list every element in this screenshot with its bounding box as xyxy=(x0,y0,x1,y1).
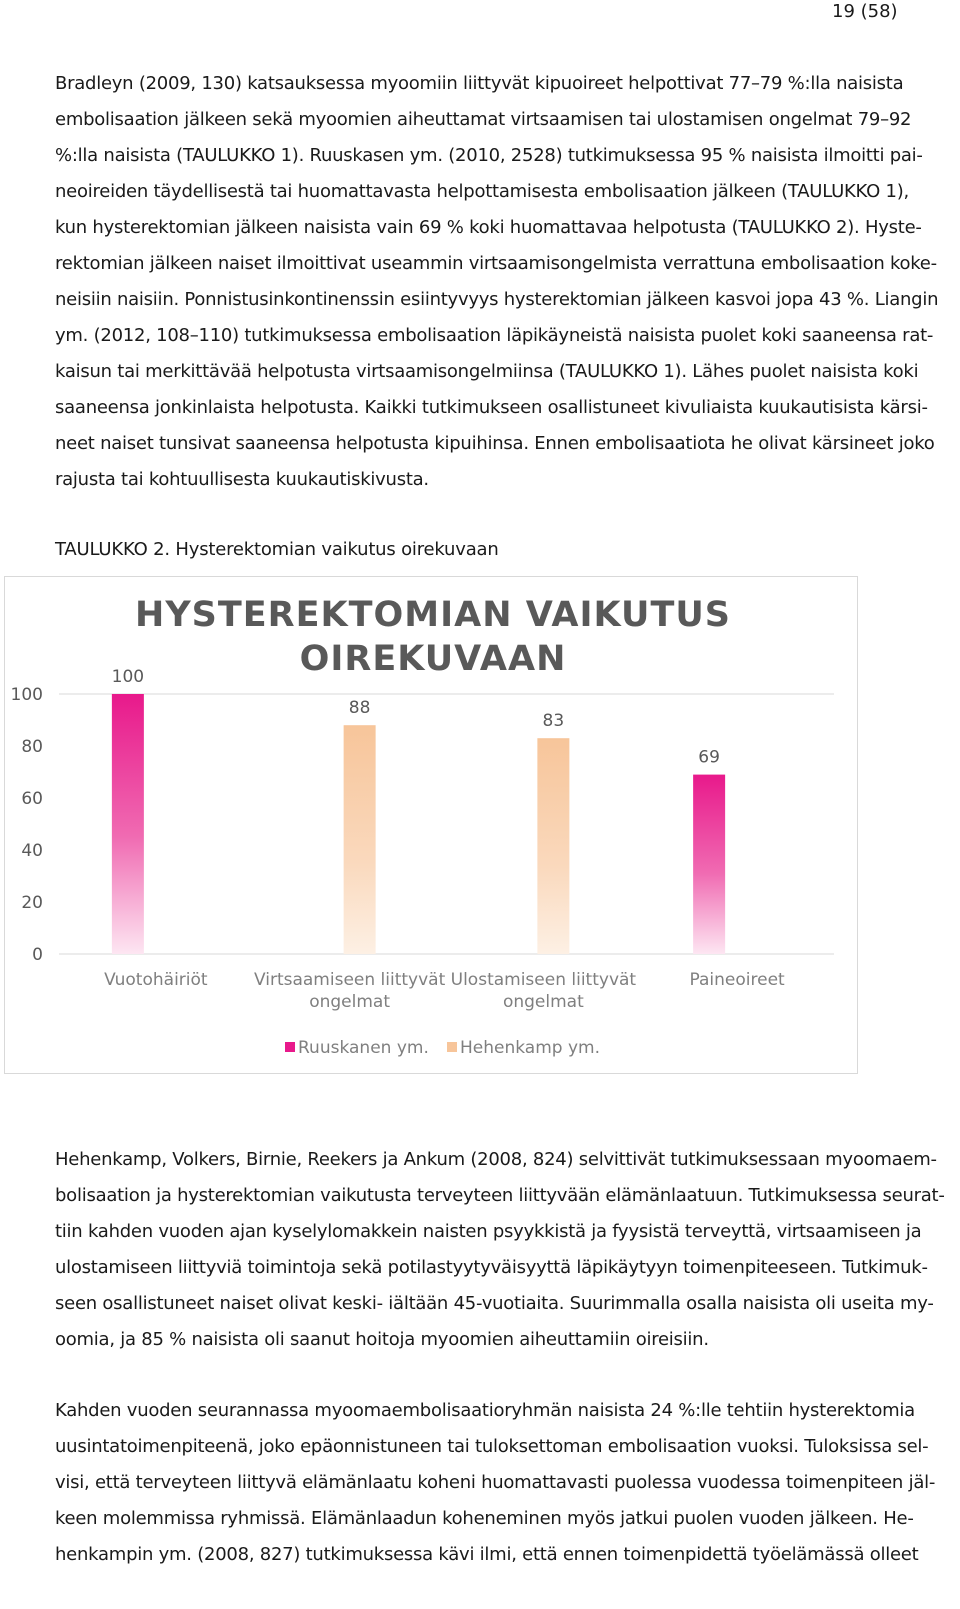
paragraph-line: Kahden vuoden seurannassa myoomaembolisaatioryhmän naisista 24 %:lle tehtiin hysterektomia xyxy=(55,1400,915,1421)
legend-swatch xyxy=(285,1042,295,1052)
paragraph-3 xyxy=(55,1393,935,1573)
y-tick-label: 60 xyxy=(21,789,43,809)
y-tick-label: 40 xyxy=(21,841,43,861)
paragraph-line: kaisun tai merkittävää helpotusta virtsaamisongelmiinsa (TAULUKKO 1). Lähes puolet naisista koki xyxy=(55,361,919,382)
x-category-label: ongelmat xyxy=(502,992,584,1012)
chart-svg xyxy=(1,1,960,1609)
paragraph-line: Bradleyn (2009, 130) katsauksessa myoomiin liittyvät kipuoireet helpottivat 77–79 %:lla naisista xyxy=(55,73,904,94)
y-tick-label: 20 xyxy=(21,893,43,913)
paragraph-line: ym. (2012, 108–110) tutkimuksessa embolisaation läpikäyneistä naisista puolet koki saaneensa rat- xyxy=(55,325,934,346)
bar-ruuskanen xyxy=(112,694,144,954)
y-tick-label: 100 xyxy=(10,685,43,705)
paragraph-line: saaneensa jonkinlaista helpotusta. Kaikki tutkimukseen osallistuneet kivuliaista kuukautisista kärsi- xyxy=(55,397,928,418)
table-caption: TAULUKKO 2. Hysterektomian vaikutus oirekuvaan xyxy=(55,539,499,560)
x-category-label: Paineoireet xyxy=(689,970,785,990)
paragraph-line: keen molemmissa ryhmissä. Elämänlaadun koheneminen myös jatkui puolen vuoden jälkeen. He- xyxy=(55,1508,914,1529)
x-category-label: Ulostamiseen liittyvät xyxy=(450,970,637,990)
y-tick-label: 80 xyxy=(21,737,43,757)
legend-label: Hehenkamp ym. xyxy=(460,1038,600,1058)
paragraph-line: neoireiden täydellisestä tai huomattavasta helpottamisesta embolisaation jälkeen (TAULUKKO 1), xyxy=(55,181,909,202)
paragraph-line: henkampin ym. (2008, 827) tutkimuksessa kävi ilmi, että ennen toimenpidettä työelämässä olleet xyxy=(55,1544,919,1565)
paragraph-line: Hehenkamp, Volkers, Birnie, Reekers ja Ankum (2008, 824) selvittivät tutkimuksessaan myoomaem- xyxy=(55,1149,937,1170)
legend-label: Ruuskanen ym. xyxy=(298,1038,429,1058)
paragraph-line: visi, että terveyteen liittyvä elämänlaatu koheni huomattavasti puolessa vuodessa toimenpiteen jäl- xyxy=(55,1472,936,1493)
data-label: 69 xyxy=(698,747,720,768)
paragraph-line: uusintatoimenpiteenä, joko epäonnistuneen tai tuloksettoman embolisaation vuoksi. Tuloksissa sel- xyxy=(55,1436,929,1457)
bar-hehenkamp xyxy=(344,725,376,954)
paragraph-line: neet naiset tunsivat saaneensa helpotusta kipuihinsa. Ennen embolisaatiota he olivat kärsineet joko xyxy=(55,433,935,454)
data-label: 100 xyxy=(111,667,145,687)
paragraph-line: kun hysterektomian jälkeen naisista vain 69 % koki huomattavaa helpotusta (TAULUKKO 2). Hyste- xyxy=(55,217,922,238)
paragraph-line: rektomian jälkeen naiset ilmoittivat useammin virtsaamisongelmista verrattuna embolisaation koke- xyxy=(55,253,937,274)
data-label: 88 xyxy=(348,698,371,719)
paragraph-line: tiin kahden vuoden ajan kyselylomakkein naisten psyykkistä ja fyysistä terveyttä, virtsaamiseen ja xyxy=(55,1221,922,1242)
data-label: 83 xyxy=(542,711,565,732)
paragraph-line: embolisaation jälkeen sekä myoomien aiheuttamat virtsaamisen tai ulostamisen ongelmat 79–92 xyxy=(55,109,912,130)
chart-title-line: OIREKUVAAN xyxy=(299,639,567,679)
paragraph-line: oomia, ja 85 % naisista oli saanut hoitoja myoomien aiheuttamiin oireisiin. xyxy=(55,1329,709,1350)
paragraph-line: neisiin naisiin. Ponnistusinkontinenssin esiintyvyys hysterektomian jälkeen kasvoi jopa 43 %. Liangin xyxy=(55,289,939,310)
paragraph-line: bolisaation ja hysterektomian vaikutusta terveyteen liittyvään elämänlaatuun. Tutkimuksessa seurat- xyxy=(55,1185,945,1206)
paragraph-line: ulostamiseen liittyviä toimintoja sekä potilastyytyväisyyttä läpikäytyyn toimenpiteeseen. Tutkimuk- xyxy=(55,1257,928,1278)
x-category-label: Virtsaamiseen liittyvät xyxy=(253,970,446,990)
x-category-label: Vuotohäiriöt xyxy=(104,970,208,990)
bar-ruuskanen xyxy=(693,775,725,954)
paragraph-line: rajusta tai kohtuullisesta kuukautiskivusta. xyxy=(55,469,429,490)
chart xyxy=(4,576,858,1074)
legend-swatch xyxy=(447,1042,457,1052)
page-number: 19 (58) xyxy=(832,1,898,22)
x-category-label: ongelmat xyxy=(309,992,391,1012)
paragraph-line: seen osallistuneet naiset olivat keski- iältään 45-vuotiaita. Suurimmalla osalla naisista oli useita my- xyxy=(55,1293,934,1314)
paragraph-2 xyxy=(55,1142,945,1358)
chart-title-line: HYSTEREKTOMIAN VAIKUTUS xyxy=(135,595,731,635)
y-tick-label: 0 xyxy=(32,945,43,965)
paragraph-line: %:lla naisista (TAULUKKO 1). Ruuskasen ym. (2010, 2528) tutkimuksessa 95 % naisista ilmoitti pai- xyxy=(55,145,923,166)
bar-hehenkamp xyxy=(537,738,569,954)
